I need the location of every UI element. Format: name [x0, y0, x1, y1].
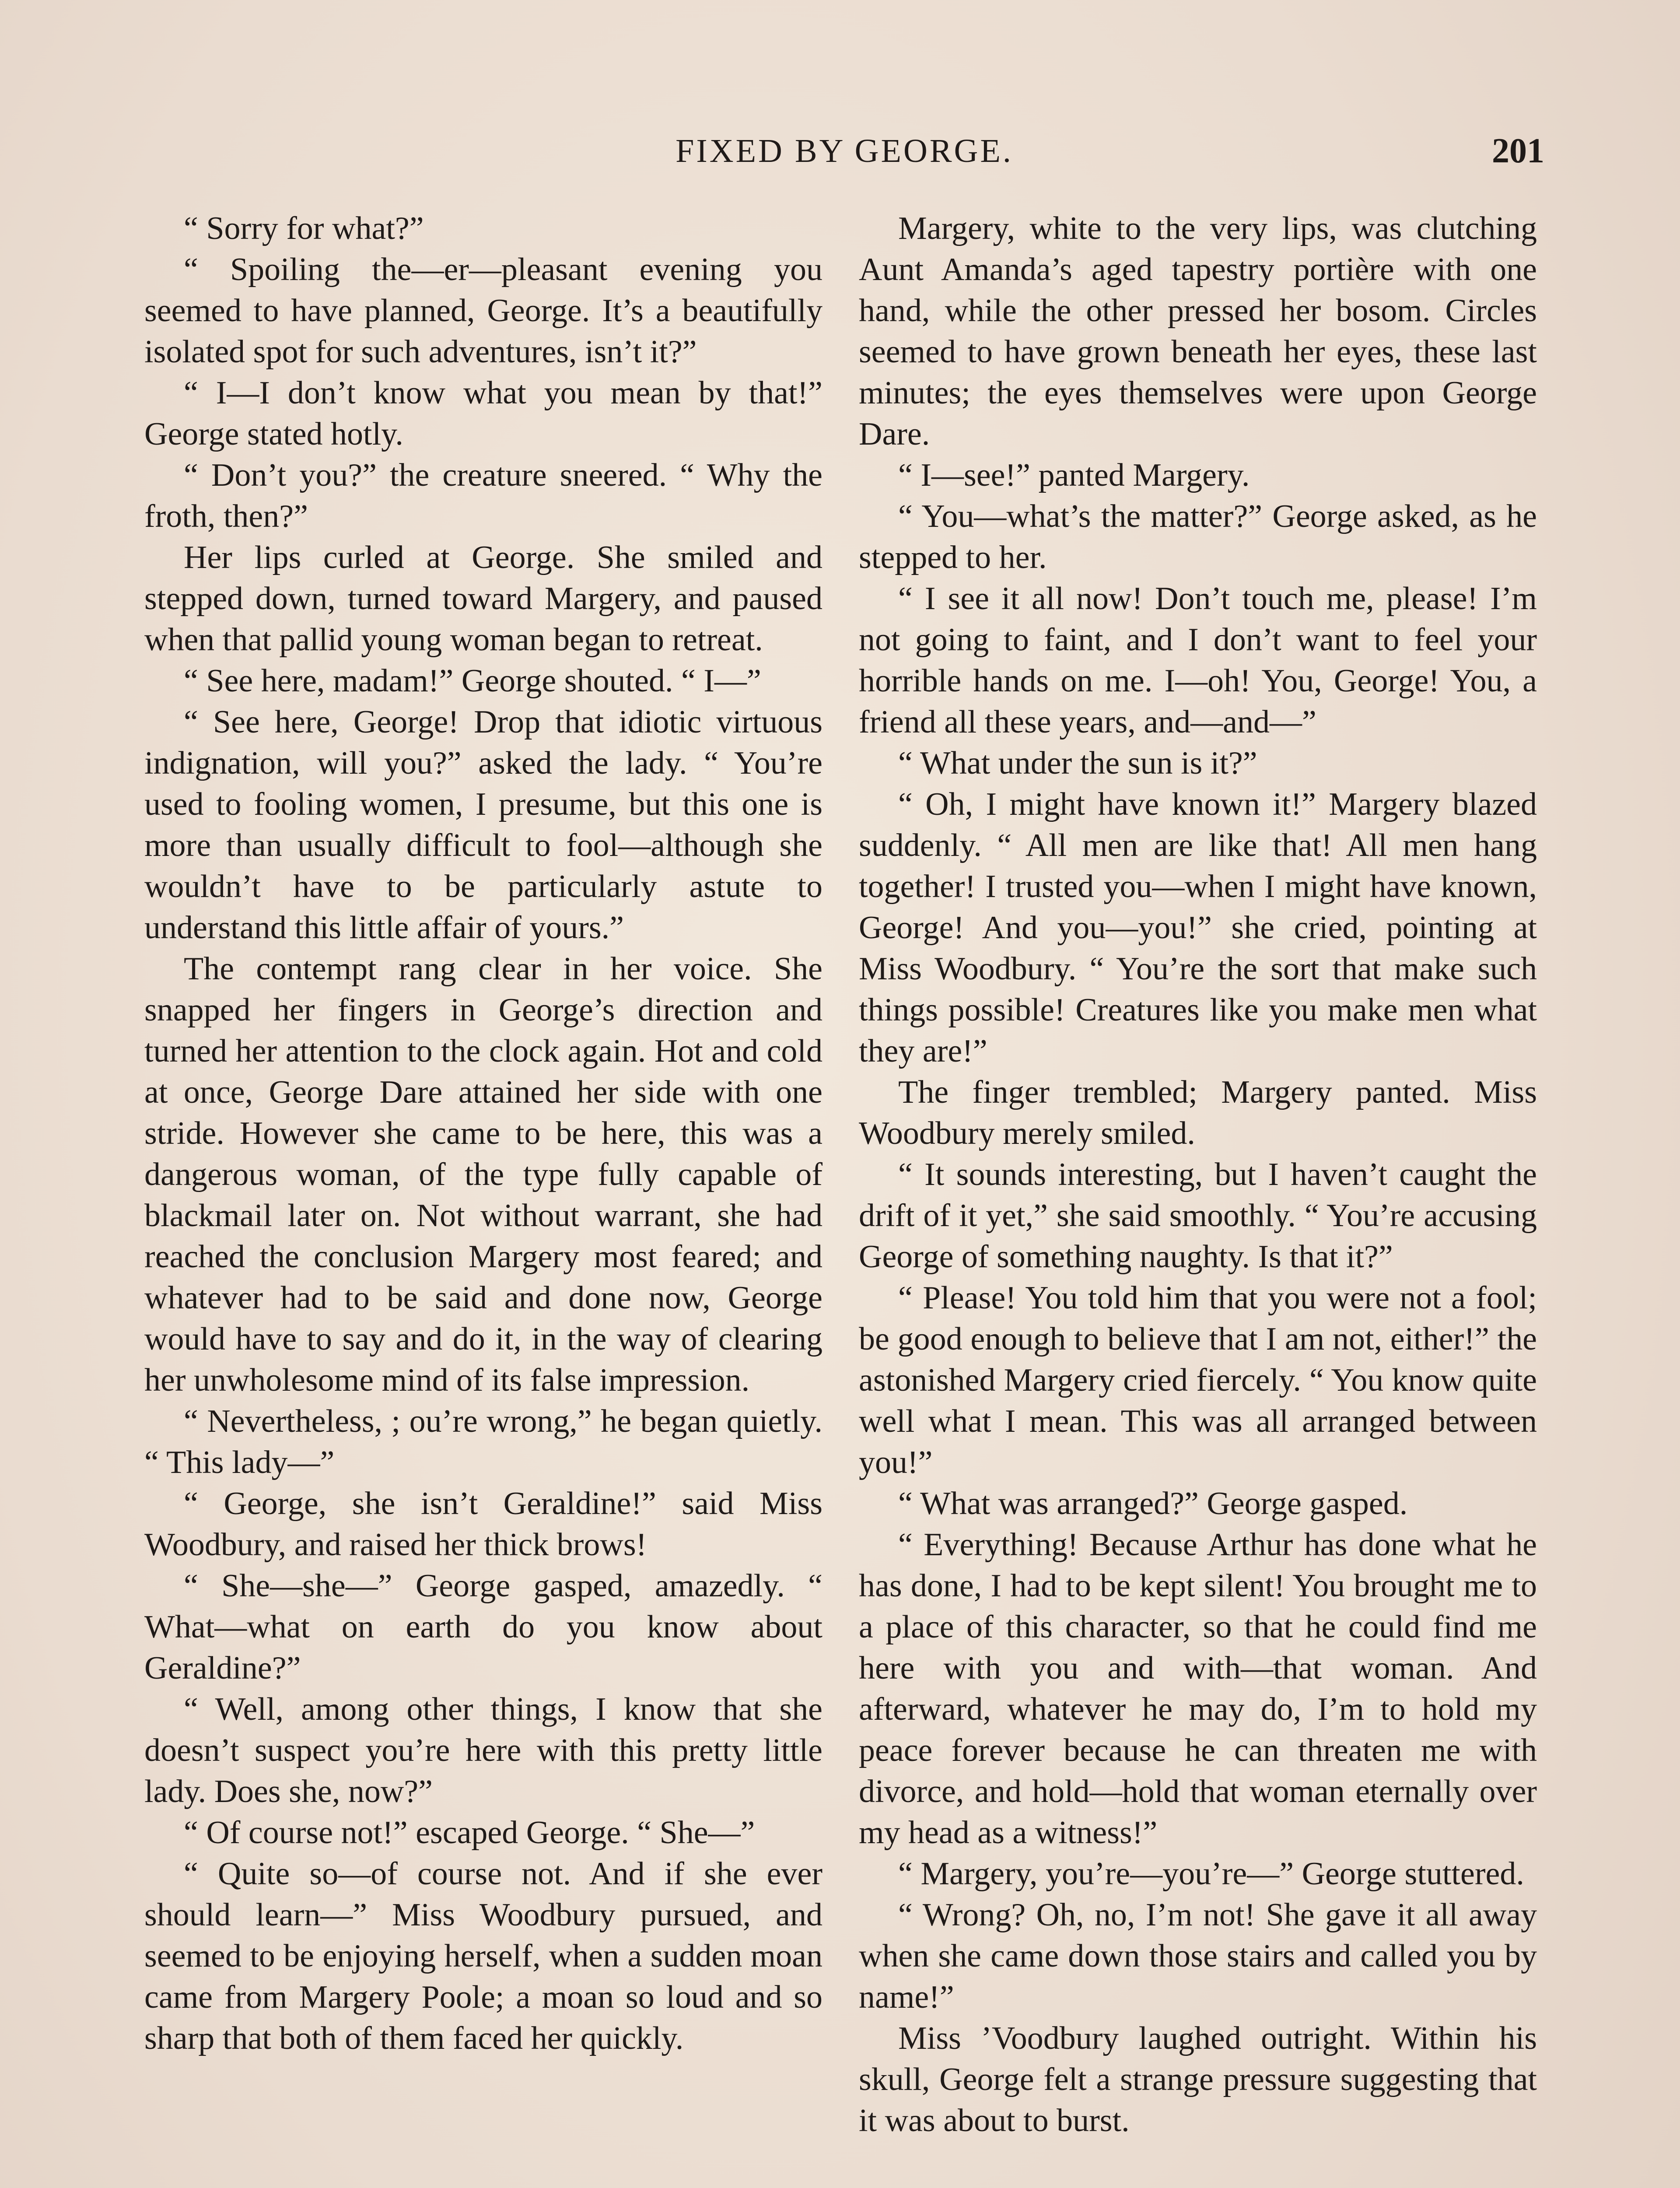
paragraph: “ Please! You told him that you were not a fool; be good enough to believe that I am not, either!” the astonished Margery cried fiercely. “ You know quite well what I mean. This was all arranged between you!”	[859, 1280, 1537, 1480]
paragraph: “ What under the sun is it?”	[898, 745, 1257, 781]
paragraph: “ I—I don’t know what you mean by that!” George stated hotly.	[144, 375, 822, 452]
left-column	[144, 208, 822, 2059]
paragraph: “ Don’t you?” the creature sneered. “ Why the froth, then?”	[144, 457, 822, 534]
paragraph: “ Of course not!” escaped George. “ She—”	[184, 1815, 755, 1851]
paragraph: “ Spoiling the—er—pleasant evening you seemed to have planned, George. It’s a beautifully isolated spot for such adventures, isn’t it?”	[144, 252, 822, 370]
page-header	[144, 129, 1544, 173]
paragraph: Margery, white to the very lips, was clutching Aunt Amanda’s aged tapestry portière with one hand, while the other pressed her bosom. Circles seemed to have grown beneath her eyes, these last minutes; the eyes themselves were upon George Dare.	[859, 210, 1537, 452]
paragraph: “ I see it all now! Don’t touch me, please! I’m not going to faint, and I don’t want to feel your horrible hands on me. I—oh! You, George! You, a friend all these years, and—and—”	[859, 581, 1537, 740]
paragraph: “ Well, among other things, I know that she doesn’t suspect you’re here with this pretty little lady. Does she, now?”	[144, 1691, 822, 1809]
paragraph: “ See here, George! Drop that idiotic virtuous indignation, will you?” asked the lady. “ You’re used to fooling women, I presume, but this one is more than usually difficult to fool—although she wouldn’t have to be particularly astute to understand this little affair of yours.”	[144, 704, 822, 946]
paragraph: “ Quite so—of course not. And if she ever should learn—” Miss Woodbury pursued, and seemed to be enjoying herself, when a sudden moan came from Margery Poole; a moan so loud and so sharp that both of them faced her quickly.	[144, 1856, 822, 2056]
paragraph: The finger trembled; Margery panted. Miss Woodbury merely smiled.	[859, 1074, 1537, 1151]
paragraph: “ She—she—” George gasped, amazedly. “ What—what on earth do you know about Geraldine?”	[144, 1568, 822, 1686]
paragraph: “ Sorry for what?”	[184, 210, 424, 246]
paragraph: “ Oh, I might have known it!” Margery blazed suddenly. “ All men are like that! All men hang together! I trusted you—when I might have known, George! And you—you!” she cried, pointing at Miss Woodbury. “ You’re the sort that make such things possible! Creatures like you make men what they are!”	[859, 786, 1537, 1069]
paragraph: “ You—what’s the matter?” George asked, as he stepped to her.	[859, 498, 1537, 575]
paragraph: “ Wrong? Oh, no, I’m not! She gave it all away when she came down those stairs and called you by name!”	[859, 1897, 1537, 2015]
paragraph: “ It sounds interesting, but I haven’t caught the drift of it yet,” she said smoothly. “ You’re accusing George of something naughty. Is that it?”	[859, 1157, 1537, 1275]
paragraph: “ What was arranged?” George gasped.	[898, 1486, 1408, 1522]
paragraph: The contempt rang clear in her voice. She snapped her fingers in George’s direction and turned her attention to the clock again. Hot and cold at once, George Dare attained her side with one stride. However she came to be here, this was a dangerous woman, of the type fully capable of blackmail later on. Not without warrant, she had reached the conclusion Margery most feared; and whatever had to be said and done now, George would have to say and do it, in the way of clearing her unwholesome mind of its false impression.	[144, 951, 822, 1398]
running-title: FIXED BY GEORGE.	[676, 133, 1013, 169]
paragraph: “ I—see!” panted Margery.	[898, 457, 1250, 493]
paragraph: “ Nevertheless, ; ou’re wrong,” he began quietly. “ This lady—”	[144, 1403, 822, 1480]
page-number: 201	[1492, 132, 1544, 170]
paragraph: Miss ’Voodbury laughed outright. Within his skull, George felt a strange pressure suggesting that it was about to burst.	[859, 2020, 1537, 2139]
paragraph: “ Everything! Because Arthur has done what he has done, I had to be kept silent! You brought me to a place of this character, so that he could find me here with you and with—that woman. And afterward, whatever he may do, I’m to hold my peace forever because he can threaten me with divorce, and hold—hold that woman eternally over my head as a witness!”	[859, 1527, 1537, 1851]
right-column	[859, 208, 1537, 2141]
paragraph: “ See here, madam!” George shouted. “ I—”	[184, 663, 761, 699]
paragraph: Her lips curled at George. She smiled and stepped down, turned toward Margery, and paused when that pallid young woman began to retreat.	[144, 540, 822, 658]
paragraph: “ Margery, you’re—you’re—” George stuttered.	[898, 1856, 1524, 1892]
paragraph: “ George, she isn’t Geraldine!” said Miss Woodbury, and raised her thick brows!	[144, 1486, 822, 1563]
